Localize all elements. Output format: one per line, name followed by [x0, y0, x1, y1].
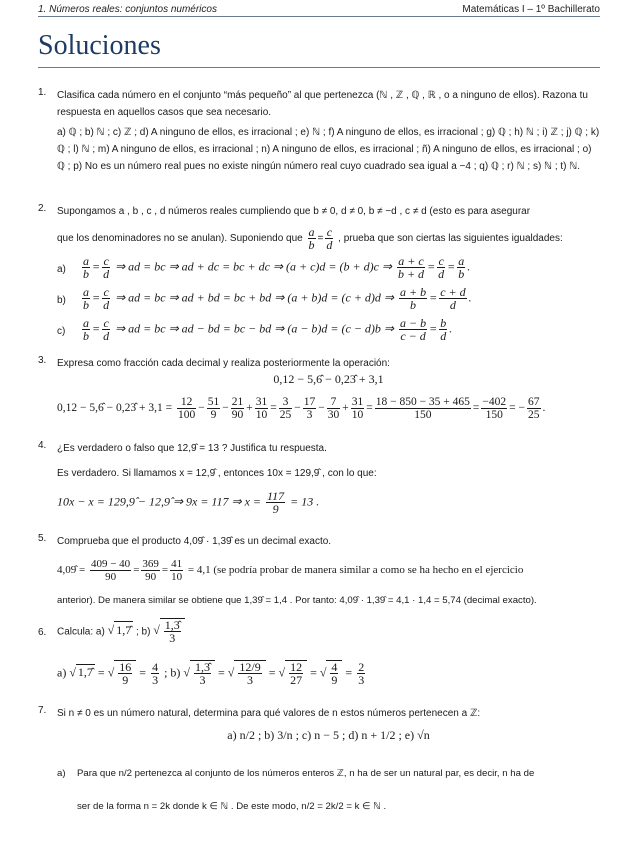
q4-prompt: ¿Es verdadero o falso que 12,9̂ = 13 ? Justifica tu respuesta. — [57, 443, 327, 454]
q2-eq-b: $\frac{a}{b}$ = $\frac{c}{d}$ ⇒ ad = bc ⇒ ad + bd = bc + bd ⇒ (a + b)d = (c + d)d ⇒ $\frac{a + b}{b}$ = $\frac{c + d}{d}$ . — [83, 285, 472, 312]
q7-number: 7. — [38, 705, 47, 716]
q1-prompt: Clasifica cada número en el conjunto “más pequeño” al que pertenezca (ℕ , ℤ , ℚ , ℝ , o a ninguno de ellos). Razona tu respuesta en aquellos casos que sea necesario. — [57, 90, 588, 118]
q7-prompt: Si n ≠ 0 es un número natural, determina para qué valores de n estos números pertenecen a ℤ: — [57, 708, 481, 719]
q7-answer-a-line1: a) Para que n/2 pertenezca al conjunto de los números enteros ℤ, n ha de ser un natural par, es decir, n ha de — [57, 768, 535, 779]
q2-mid-c: ⇒ ad = bc ⇒ ad − bd = bc − bd ⇒ (a − b)d = (c − d)b ⇒ — [115, 321, 394, 336]
q4-answer: Es verdadero. Si llamamos x = 12,9̂ , entonces 10x = 129,9̂ , con lo que: — [57, 468, 377, 479]
q7-items: a) n/2 ; b) 3/n ; c) n − 5 ; d) n + 1/2 ; e) √n — [227, 728, 430, 742]
q4-calc-text: 10x − x = 129,9̂ − 12,9̂ ⇒ 9x = 117 ⇒ x = — [57, 494, 262, 509]
q3-prompt: Expresa como fracción cada decimal y realiza posteriormente la operación: — [57, 358, 390, 369]
q2-hyp-frac-cd: $\frac{c}{d}$ — [326, 225, 333, 252]
q5-lhs: 4,09̂ = — [57, 564, 86, 577]
q6-number: 6. — [38, 627, 47, 638]
q6-prompt-text: Calcula: a) — [57, 626, 105, 638]
q7-answer-a1: Para que n/2 pertenezca al conjunto de los números enteros ℤ, n ha de ser un natural par, es decir, n ha de — [77, 768, 535, 779]
q2-label-b: b) — [57, 295, 66, 306]
q1-answer: a) ℚ ; b) ℕ ; c) ℤ ; d) A ninguno de ellos, es irracional ; e) ℕ ; f) A ninguno de ellos, es irracional ; g) ℚ ; h) ℕ ; i) ℤ ; j) ℚ ; k) ℚ ; l) ℕ ; m) A ninguno de ellos, es irracional ; n) A ninguno de ellos, es irracional ; ñ) A ninguno de ellos, es irracional ; o) ℚ ; p) No es un número real pues no existe ningún número real cuyo cuadrado sea igual a −4 ; q) ℚ ; r) ℕ ; s) ℕ ; t) ℕ. — [57, 127, 600, 172]
q3-lhs: 0,12 − 5,6̂ − 0,23̂ + 3,1 = — [57, 402, 173, 415]
q7-answer-a-line2: ser de la forma n = 2k donde k ∈ ℕ . De este modo, n/2 = 2k/2 = k ∈ ℕ . — [77, 801, 387, 812]
q2-prompt-c: , prueba que son ciertas las siguientes igualdades: — [338, 233, 563, 245]
q2-prompt-line1: Supongamos a , b , c , d números reales cumpliendo que b ≠ 0, d ≠ 0, b ≠ −d , c ≠ d (esto es para asegurar — [57, 206, 531, 217]
q2-label-a: a) — [57, 264, 66, 275]
q2-mid-b: ⇒ ad = bc ⇒ ad + bd = bc + bd ⇒ (a + b)d = (c + d)d ⇒ — [115, 290, 394, 305]
q3-result: 0,12 − 5,6̂ − 0,23̂ + 3,1 = $\frac{12}{100}$ − $\frac{51}{9}$ − $\frac{21}{90}$ + $\frac{31}{10}$ = $\frac{3}{25}$ − $\frac{17}{3}$ − $\frac{7}{30}$ + $\frac{31}{10}$ = $\frac{18 - 850 - 35 + 465}{150}$ = $\frac{-402}{150}$ = − $\frac{67}{25}$ . — [57, 396, 546, 421]
running-header — [38, 4, 600, 17]
q2-hyp-frac-ab: $\frac{a}{b}$ — [308, 225, 315, 252]
header-right: Matemáticas I – 1º Bachillerato — [462, 4, 600, 15]
q2-prompt-b: que los denominadores no se anulan). Suponiendo que — [57, 233, 303, 245]
q5-line1: 4,09̂ = $\frac{409 - 40}{90}$ = $\frac{369}{90}$ = $\frac{41}{10}$ = 4,1 (se podría probar de manera similar a como se ha hecho en el ejercicio — [57, 558, 524, 583]
q2-prompt-line2: que los denominadores no se anulan). Suponiendo que $\frac{a}{b}$ = $\frac{c}{d}$ , prueba que son ciertas las siguientes igualdades: — [57, 225, 563, 252]
q5-number: 5. — [38, 533, 47, 544]
q3-expression: 0,12 − 5,6̂ − 0,23̂ + 3,1 — [273, 372, 384, 386]
q2-number: 2. — [38, 203, 47, 214]
q4-calc: 10x − x = 129,9̂ − 12,9̂ ⇒ 9x = 117 ⇒ x = $\frac{117}{9}$ = 13 . — [57, 489, 320, 516]
q6-answer: a) √ 1,7̂ = √ $\frac{16}{9}$ = $\frac{4}{3}$ ; b) √ $\frac{1,3̂}{3}$ = √ $\frac{12/9}{3}$ = √ $\frac{12}{27}$ = √ $\frac{4}{9}$ = $\frac{2}{3}$ — [57, 660, 365, 687]
q3-number: 3. — [38, 355, 47, 366]
q2-mid-a: ⇒ ad = bc ⇒ ad + dc = bc + dc ⇒ (a + c)d = (b + d)c ⇒ — [115, 259, 392, 274]
q5-rest: = 4,1 (se podría probar de manera similar a como se ha hecho en el ejercicio — [187, 564, 524, 577]
q2-label-c: c) — [57, 326, 66, 337]
q1-number: 1. — [38, 87, 47, 98]
title-rule — [38, 67, 600, 68]
page-title: Soluciones — [38, 30, 161, 61]
q5-line2: anterior). De manera similar se obtiene que 1,39̂ = 1,4 . Por tanto: 4,09̂ · 1,39̂ = 4,1 · 1,4 = 5,74 (decimal exacto). — [57, 595, 537, 606]
q4-calc-end: = 13 . — [290, 494, 320, 509]
q6-prompt: Calcula: a) √ 1,7̂ ; b) √ $\frac{1,3̂}{3}$ — [57, 618, 600, 644]
header-left: 1. Números reales: conjuntos numéricos — [38, 4, 217, 15]
q5-prompt: Comprueba que el producto 4,09̂ · 1,39̂ es un decimal exacto. — [57, 536, 332, 547]
q6-answer-b-label: ; b) — [164, 665, 181, 680]
q6-answer-a-label: a) — [57, 665, 67, 680]
q4-number: 4. — [38, 440, 47, 451]
q2-eq-a: $\frac{a}{b}$ = $\frac{c}{d}$ ⇒ ad = bc ⇒ ad + dc = bc + dc ⇒ (a + c)d = (b + d)c ⇒ $\frac{a + c}{b + d}$ = $\frac{c}{d}$ = $\frac{a}{b}$ . — [83, 254, 471, 281]
q2-eq-c: $\frac{a}{b}$ = $\frac{c}{d}$ ⇒ ad = bc ⇒ ad − bd = bc − bd ⇒ (a − b)d = (c − d)b ⇒ $\frac{a - b}{c - d}$ = $\frac{b}{d}$ . — [83, 316, 453, 343]
